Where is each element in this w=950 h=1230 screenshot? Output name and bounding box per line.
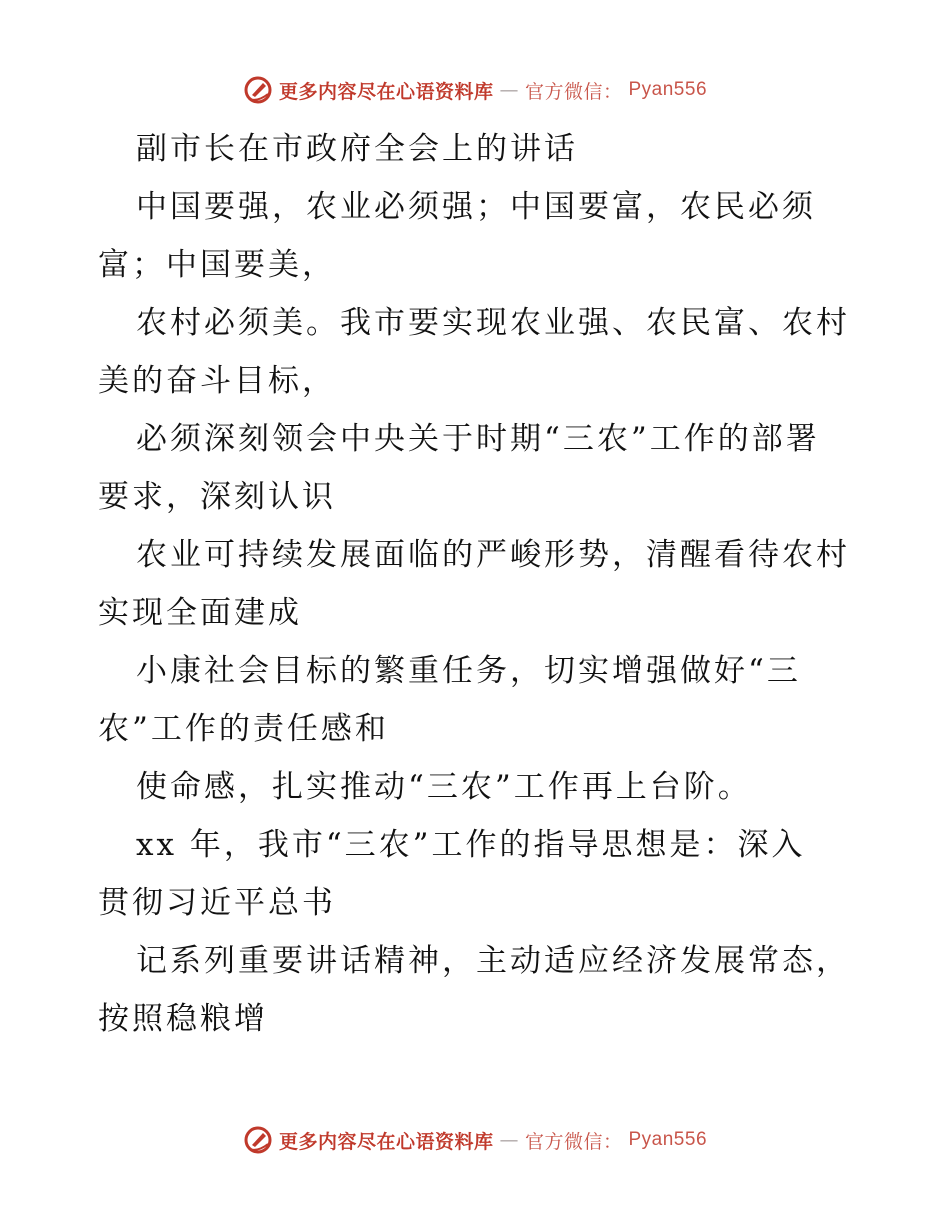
paragraph-line: 富；中国要美， [98, 247, 336, 283]
paragraph-line: 农”工作的责任感和 [98, 711, 389, 747]
paragraph-line: 农村必须美。我市要实现农业强、农民富、农村 [136, 305, 850, 341]
banner-wechat-id: Pyan556 [628, 79, 708, 100]
footer-watermark [0, 1122, 950, 1158]
banner-brand: 更多内容尽在心语资料库 [278, 1130, 494, 1153]
paragraph-line: xx 年，我市“三农”工作的指导思想是：深入 [136, 827, 806, 863]
paragraph-line: 按照稳粮增 [98, 1001, 268, 1037]
banner-wechat-label: 官方微信： [524, 80, 623, 103]
banner-brand: 更多内容尽在心语资料库 [278, 80, 494, 103]
document-body [98, 120, 858, 1048]
library-logo-icon [243, 1125, 273, 1155]
paragraph-line: 贯彻习近平总书 [98, 885, 336, 921]
header-watermark [0, 72, 950, 108]
paragraph-line: 美的奋斗目标， [98, 363, 336, 399]
paragraph-line: 小康社会目标的繁重任务，切实增强做好“三 [136, 653, 801, 689]
paragraph-line: 中国要强，农业必须强；中国要富，农民必须 [136, 189, 816, 225]
banner-dash: — [499, 79, 519, 101]
paragraph-line: 必须深刻领会中央关于时期“三农”工作的部署 [136, 421, 820, 457]
paragraph-line: 要求，深刻认识 [98, 479, 336, 515]
banner-wechat-id: Pyan556 [628, 1129, 708, 1150]
paragraph-line: 实现全面建成 [98, 595, 302, 631]
library-logo-icon [243, 75, 273, 105]
banner-wechat-label: 官方微信： [524, 1130, 623, 1153]
document-title: 副市长在市政府全会上的讲话 [136, 131, 578, 167]
paragraph-line: 农业可持续发展面临的严峻形势，清醒看待农村 [136, 537, 850, 573]
paragraph-line: 记系列重要讲话精神，主动适应经济发展常态， [136, 943, 850, 979]
paragraph-line: 使命感，扎实推动“三农”工作再上台阶。 [136, 769, 752, 805]
banner-dash: — [499, 1129, 519, 1151]
